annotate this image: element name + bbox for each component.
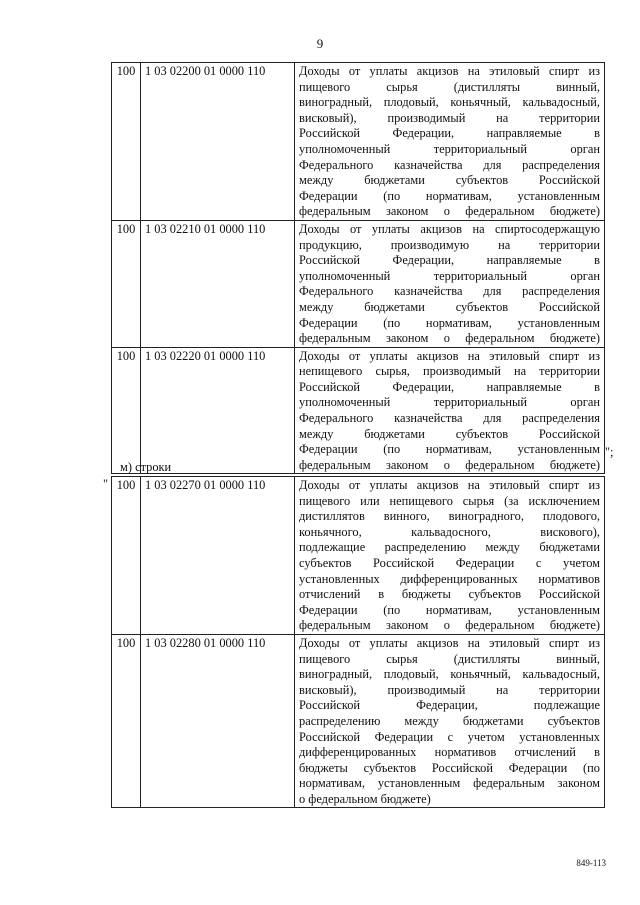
description-line: о федеральном бюджете) xyxy=(299,791,431,806)
description-line: федеральным законом о федеральном бюджете) xyxy=(299,331,600,346)
description-line: дистиллятов винного, виноградного, плодового, xyxy=(299,509,600,524)
description-line: пищевого сырья (дистилляты винный, xyxy=(299,79,600,94)
admin-code-cell: 100 xyxy=(112,220,141,347)
kbk-code-cell: 1 03 02210 01 0000 110 xyxy=(141,220,295,347)
page-number: 9 xyxy=(316,36,324,51)
description-line: между бюджетами субъектов Российской xyxy=(299,299,600,314)
footer-document-code: 849-113 xyxy=(576,858,606,868)
revenue-table-bottom xyxy=(111,476,605,808)
description-line: Федерального казначейства для распределения xyxy=(299,157,600,172)
description-cell xyxy=(295,220,605,347)
description-line: подлежащие распределению между бюджетами xyxy=(299,540,600,555)
table-row xyxy=(112,220,605,347)
description-line: висковый), производимый на территории xyxy=(299,110,600,125)
description-line: уполномоченный территориальный орган xyxy=(299,141,600,156)
description-line: Доходы от уплаты акцизов на этиловый спирт из xyxy=(299,635,600,650)
description-line: Российской Федерации, направляемые в xyxy=(299,379,600,394)
description-line: Доходы от уплаты акцизов на этиловый спирт из xyxy=(299,64,600,78)
description-line: Российской Федерации, направляемые в xyxy=(299,253,600,268)
description-line: отчислений в бюджеты субъектов Российской xyxy=(299,587,600,602)
description-line: Доходы от уплаты акцизов на этиловый спирт из xyxy=(299,348,600,363)
description-cell xyxy=(295,477,605,635)
kbk-code-cell: 1 03 02220 01 0000 110 xyxy=(141,347,295,474)
description-line: распределению между бюджетами субъектов xyxy=(299,713,600,728)
description-line: пищевого сырья (дистилляты винный, xyxy=(299,651,600,666)
description-line: Доходы от уплаты акцизов на спиртосодержащую xyxy=(299,221,600,236)
description-line: уполномоченный территориальный орган xyxy=(299,395,600,410)
description-line: Федерального казначейства для распределения xyxy=(299,411,600,426)
description-line: субъектов Российской Федерации с учетом xyxy=(299,555,600,570)
description-line: дифференцированных нормативов отчислений в xyxy=(299,745,600,760)
description-line: федеральным законом о федеральном бюджете) xyxy=(299,204,600,219)
description-line: уполномоченный территориальный орган xyxy=(299,268,600,283)
revenue-table-top xyxy=(111,62,605,474)
table-row xyxy=(112,347,605,474)
description-line: федеральным законом о федеральном бюджете) xyxy=(299,618,600,633)
description-line: федеральным законом о федеральном бюджете) xyxy=(299,457,600,472)
closing-quote: "; xyxy=(605,445,614,459)
description-line: бюджеты субъектов Российской Федерации (по xyxy=(299,760,600,775)
description-cell xyxy=(295,63,605,221)
description-line: продукцию, производимую на территории xyxy=(299,237,600,252)
description-line: Федерации (по нормативам, установленным xyxy=(299,315,600,330)
description-line: между бюджетами субъектов Российской xyxy=(299,426,600,441)
kbk-code-cell: 1 03 02280 01 0000 110 xyxy=(141,634,295,808)
description-cell xyxy=(295,347,605,474)
description-line: Доходы от уплаты акцизов на этиловый спирт из xyxy=(299,478,600,492)
admin-code-cell: 100 xyxy=(112,634,141,808)
description-line: коньячного, кальвадосного, вискового), xyxy=(299,524,600,539)
table-row xyxy=(112,634,605,808)
admin-code-cell: 100 xyxy=(112,347,141,474)
admin-code-cell: 100 xyxy=(112,63,141,221)
admin-code-cell: 100 xyxy=(112,477,141,635)
description-line: Российской Федерации, направляемые в xyxy=(299,126,600,141)
description-line: Российской Федерации, подлежащие xyxy=(299,698,600,713)
section-label: м) строки xyxy=(120,460,172,474)
description-line: Федерации (по нормативам, установленным xyxy=(299,188,600,203)
opening-quote: " xyxy=(103,477,109,491)
description-line: виноградный, плодовый, коньячный, кальвадосный, xyxy=(299,95,600,110)
description-line: Российской Федерации с учетом установленных xyxy=(299,729,600,744)
description-line: непищевого сырья, производимый на территории xyxy=(299,364,600,379)
kbk-code-cell: 1 03 02200 01 0000 110 xyxy=(141,63,295,221)
description-line: пищевого или непищевого сырья (за исключением xyxy=(299,493,600,508)
description-line: виноградный, плодовый, коньячный, кальвадосный, xyxy=(299,667,600,682)
table-row xyxy=(112,63,605,221)
description-line: между бюджетами субъектов Российской xyxy=(299,173,600,188)
description-line: Федерального казначейства для распределения xyxy=(299,284,600,299)
description-line: висковый), производимый на территории xyxy=(299,682,600,697)
description-line: нормативам, установленным федеральным законом xyxy=(299,776,600,791)
kbk-code-cell: 1 03 02270 01 0000 110 xyxy=(141,477,295,635)
table-row xyxy=(112,477,605,635)
description-line: установленных дифференцированных нормативов xyxy=(299,571,600,586)
description-line: Федерации (по нормативам, установленным xyxy=(299,442,600,457)
description-cell xyxy=(295,634,605,808)
description-line: Федерации (по нормативам, установленным xyxy=(299,602,600,617)
